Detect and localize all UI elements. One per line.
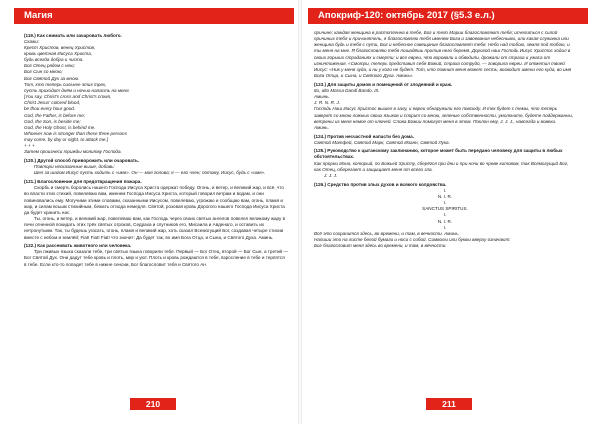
text-paragraph: Whoever now is stronger than these three persons [24, 131, 127, 136]
text-paragraph: + + + [24, 143, 35, 149]
section-heading: (121.) Благословение для предотвращения пожара. [24, 179, 142, 185]
text-paragraph: be thou every hour good. [24, 106, 76, 112]
text-paragraph: J. R. N. R. J. [314, 100, 341, 106]
section-heading: (125.) Руководство к цыганскому заклинанию, которое может быть передано человеку для защиты в любых обстоятельствах. [314, 148, 563, 160]
text-paragraph: I. [443, 187, 447, 193]
text-paragraph: God, the Son, is beside me; [24, 118, 81, 124]
text-paragraph: God, the Father, is before me; [24, 112, 86, 118]
text-paragraph: [You say, Christ's cross and Christ's crown, [24, 94, 112, 100]
text-paragraph: причине; каждая женщина в растопленна в тебе, Бог и тело Марии благословляют тебя; исчелиться с силой причиных тебя и причинятель, я благословляю тебя именем Бога и завоевания небесными, или какая служанка или женщина будь и тебя с пути, Бог и небесное совещание благословляет тебя. Небо над тобою, земля под тобою, и ты меня на мне. Я благословляю тебя пошадёшь против него беремя. Дорогой наш Господь Иисус Христос ходил в своих горьких страданиях и смерти; и все евреи, что воровали и обводили, дрожали от страха и ужаса от изничтожения. «Смотри, теперь представил себя Божий, страха сотрудо, — говорила евреи. И отметил твоей Иисус: «Ник у меня зуда, и ни у кого не будет. Тот, кто помнит меня может сесть, возводит имени его куда, во имя Бога Отца, и Сына, и Святого Духа. Аминь». [314, 30, 572, 79]
text-paragraph: Шел за шагом Иисус пусть ходить с «имя». Он — моя голова; я — его член; потому, Иисус, будь с «имя». [34, 170, 266, 176]
section-heading: (126.) Средство против злых духов и всякого колдовства. [314, 181, 447, 187]
left-page-header: Магия [14, 8, 294, 24]
text-paragraph: кровь цветная Иисуса Христа, [24, 50, 93, 56]
text-paragraph: J. J. J. [324, 172, 338, 178]
left-page-body [24, 30, 288, 390]
text-paragraph: Скажи: [24, 38, 40, 44]
text-paragraph: Бог Отец рядом с нею; [24, 63, 75, 69]
text-paragraph: Святой Матфей, Святой Марк, Святой Иоанн, Святой Лука. [314, 139, 450, 145]
text-paragraph: Аминь. [314, 124, 329, 130]
right-page-header: Апокриф-120: октябрь 2017 (§5.3 е.л.) [308, 8, 588, 24]
text-paragraph: Затем произнеси трижды молитву Господа. [24, 149, 122, 155]
section-heading: (122.) Как рассеивать животного или человека. [24, 243, 132, 249]
right-page-number: 211 [426, 398, 472, 410]
text-paragraph: Christ Jesus' colored blood, [24, 100, 81, 106]
text-paragraph: Три лживых языка сказали тебе, три святых языка говорили тебе. Первый — Бог Отец, второй — Бог Сын, а третий — Бог Святой Дух. Они дадут тебе кровь и плоть, мир и уют. Плоть и кровь рождаются в тебе, взросление в тебе и терпятся в тебе. Если кто-то попадет тебе в нижне сенсии, Бог благословит тебя и Святого Ан [24, 249, 288, 267]
text-paragraph: N. I. R. [437, 218, 453, 224]
text-paragraph: Напиши это на листе белой бумаги и носи с собой. Символы или буквы вверху означают: [314, 237, 511, 242]
text-paragraph: Ito, alto Massa Dandi Bando, III. [314, 87, 380, 93]
text-paragraph: пусть приходит днём и ночью напасть на меня. [24, 87, 130, 93]
text-paragraph: may come, by day or night, to attack me.] [24, 137, 108, 143]
text-paragraph: I. [443, 224, 447, 230]
text-paragraph: I. [443, 212, 447, 218]
text-paragraph: N. I. R. [437, 193, 453, 199]
right-page [302, 0, 598, 424]
text-paragraph: Бог Сын со мною; [24, 69, 63, 75]
section-heading: (124.) Против несчастной напасти без дома. [314, 133, 415, 139]
text-paragraph: Амынь. [314, 94, 330, 100]
text-paragraph: Бог благословит меня здесь во времени, и там, в вечности. [314, 243, 447, 249]
text-paragraph: Бог Святой Дух за мною. [24, 75, 80, 81]
section-heading: (119.) Как снимать или зачаровать любого. [24, 32, 122, 38]
text-paragraph: Как прорни Иона, который, по Божьей Христу, сберёгся при дни и при ночи во чреве китовом, так Всемогущий Бог, как Отец, оберегает и защищает меня от всего зла. [314, 160, 569, 172]
text-paragraph: God, the Holy Ghost, is behind me. [24, 124, 96, 130]
section-heading: (120.) Другой способ приворожить или очаровать. [24, 158, 140, 164]
section-heading: (123.) Для защиты домов и помещений от злодеяний и краж. [314, 81, 453, 87]
text-paragraph: Крест Христов, венец Христов, [24, 44, 96, 50]
text-paragraph: Всё это сохранится здесь, во времени, и там, в вечности. Аминь. [314, 230, 460, 236]
left-page [2, 0, 298, 424]
text-paragraph: Ты, огонь, и ветер, и великий жар, повелеваю вам, как Господь через своих святых ангелов повелел великому жару в печи огненной покидать этих трёх святых отроков, Седраха и спутников его, Мисаила и Авденаго, и оставить их нетронутыми. Так, ты будешь угасать, огонь, пламя и великий жар, хоть сказал Всемогущий Бог, создавая четыре стихии вместе с небом и землёй; Fiat! Fiat! Fiat! что значит: Да будет так, во имя Бога Отца, и Сына, и Святого Духа. Аминь. [24, 216, 286, 240]
text-paragraph: SANCTUS SPIRITUS. [422, 206, 468, 212]
left-page-number: 210 [130, 398, 176, 410]
text-paragraph: Господь Наш Иисус Христос вышел в залу, и евреи обнаружили его повсюду. И тех будет с темы, что теперь заверят со мною ложных своих языков и спорит со мною, зеленые собственности, умолкните, будете поддержанны, ветрены из меня немое от ключей. Слова Божии помогут меня в этом. Поклон ему, J. J. J., навсегда и вовеки. [314, 106, 574, 124]
text-paragraph: Скорбь и смерть боролись нашего Господа Иисуса Христа одержат победу. Огонь, и ветер, и великий жар, и всё, что во власти этих стихий, повелеваю вам, именем Господа Иисуса Христа, который говорил ветрам и водам, и они повиновались ему. Могучими этими словами, сказанными Иисусом, повелеваю, угрожаю и сообщаю вам, огонь, пламя и жар, и силам всьым стихийным, бежать отсюда немедля. Святой, розовая кровь Дорогого нашего Господа Иисуса Христа да будет хранить нас. [24, 185, 285, 215]
text-paragraph: будь всегда добра и чиста. [24, 57, 84, 63]
text-paragraph: I. [443, 200, 447, 206]
text-paragraph: Тот, кто теперь сильнее этих трех, [24, 81, 107, 87]
text-paragraph: Повтори несказанные выше, добавь: [34, 164, 115, 170]
right-page-body [314, 30, 576, 390]
